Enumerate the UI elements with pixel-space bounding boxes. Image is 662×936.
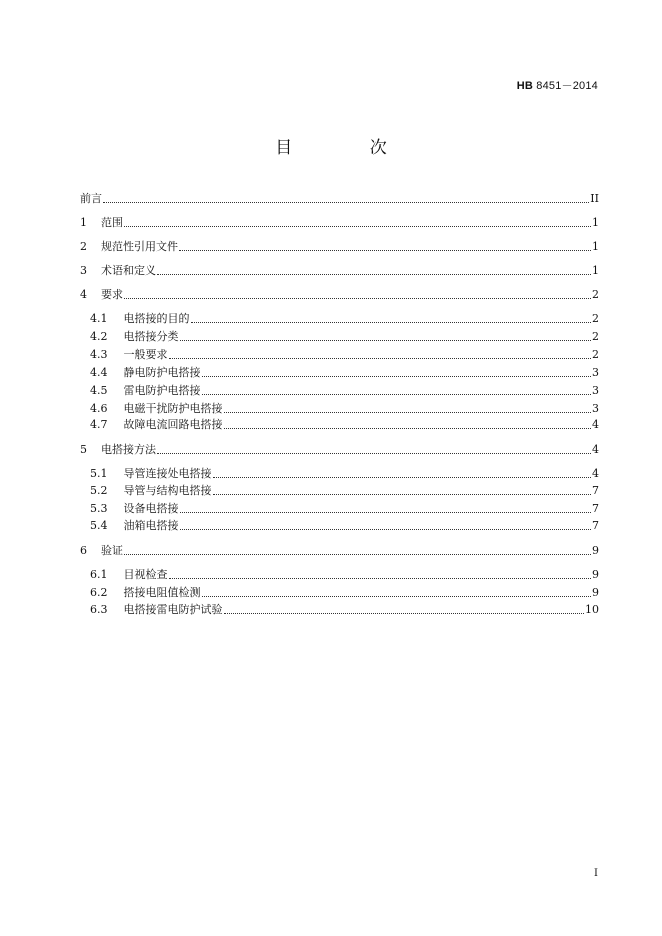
toc-entry-number: 5.1 <box>90 467 108 480</box>
toc-entry-page: 10 <box>585 603 599 616</box>
toc-entry-number: 6 <box>80 544 87 557</box>
toc-entry-label: 雷电防护电搭接 <box>123 384 201 397</box>
toc-entry-label: 电搭接雷电防护试验 <box>123 603 223 616</box>
toc-entry-4-5[interactable] <box>90 382 599 398</box>
toc-leader-dots <box>202 393 592 395</box>
toc-entry-page: 3 <box>592 366 599 379</box>
toc-leader-dots <box>169 577 592 579</box>
toc-entry-number: 5.4 <box>90 519 108 532</box>
toc-entry-label: 一般要求 <box>123 348 168 361</box>
toc-entry-label: 导管与结构电搭接 <box>123 484 212 497</box>
toc-entry-page: 9 <box>592 568 599 581</box>
toc-entry-page: 2 <box>592 288 599 301</box>
toc-entry-6-3[interactable] <box>90 601 599 617</box>
toc-title: 目 次 <box>275 138 423 158</box>
toc-entry-label: 术语和定义 <box>101 264 156 277</box>
toc-entry-page: 4 <box>592 443 599 456</box>
toc-entry-5-1[interactable] <box>90 465 599 481</box>
toc-entry-label: 规范性引用文件 <box>101 240 178 253</box>
toc-leader-dots <box>213 476 592 478</box>
toc-entry-label: 搭接电阻值检测 <box>123 586 201 599</box>
toc-leader-dots <box>179 249 591 251</box>
toc-entry-4-2[interactable] <box>90 328 599 344</box>
toc-entry-label: 电搭接的目的 <box>123 312 190 325</box>
toc-entry-5-2[interactable] <box>90 482 599 498</box>
toc-leader-dots <box>124 297 591 299</box>
toc-entry-4-3[interactable] <box>90 346 599 362</box>
toc-entry-page: 3 <box>592 384 599 397</box>
toc-entry-label: 故障电流回路电搭接 <box>123 418 223 431</box>
document-code <box>517 77 598 93</box>
toc-entry-label: 前言 <box>80 192 102 205</box>
toc-entry-number: 4.4 <box>90 366 108 379</box>
toc-entry-label: 静电防护电搭接 <box>123 366 201 379</box>
toc-entry-label: 导管连接处电搭接 <box>123 467 212 480</box>
toc-entry-number: 3 <box>80 264 87 277</box>
toc-entry-4-7[interactable] <box>90 416 599 432</box>
toc-entry-5-3[interactable] <box>90 500 599 516</box>
toc-entry-number: 4 <box>80 288 87 301</box>
toc-entry-2[interactable] <box>80 238 599 254</box>
toc-entry-number: 4.5 <box>90 384 108 397</box>
toc-entry-number: 6.3 <box>90 603 108 616</box>
toc-entry-label: 电磁干扰防护电搭接 <box>123 402 223 415</box>
toc-entry-number: 4.1 <box>90 312 108 325</box>
toc-entry-4-6[interactable] <box>90 400 599 416</box>
toc-entry-label: 电搭接分类 <box>123 330 179 343</box>
toc-entry-page: 4 <box>592 467 599 480</box>
toc-entry-page: 2 <box>592 330 599 343</box>
toc-entry-number: 1 <box>80 216 87 229</box>
toc-entry-page: 7 <box>592 484 599 497</box>
toc-entry-6-2[interactable] <box>90 584 599 600</box>
toc-entry-4[interactable] <box>80 286 599 302</box>
toc-entry-page: 1 <box>592 240 599 253</box>
toc-entry-number: 6.1 <box>90 568 108 581</box>
toc-leader-dots <box>202 595 592 597</box>
toc-leader-dots <box>191 321 592 323</box>
toc-leader-dots <box>169 357 592 359</box>
document-code-prefix: HB <box>516 80 533 92</box>
toc-entry-number: 2 <box>80 240 87 253</box>
toc-leader-dots <box>180 511 592 513</box>
toc-leader-dots <box>224 427 592 429</box>
toc-entry-label: 电搭接方法 <box>101 443 156 456</box>
document-code-number: 8451－2014 <box>536 80 598 92</box>
toc-entry-number: 5.3 <box>90 502 108 515</box>
toc-entry-4-1[interactable] <box>90 310 599 326</box>
page-number: I <box>594 868 598 879</box>
toc-entry-page: 9 <box>592 586 599 599</box>
toc-entry-5[interactable] <box>80 441 599 457</box>
toc-leader-dots <box>157 273 591 275</box>
toc-entry-page: 2 <box>592 348 599 361</box>
toc-leader-dots <box>224 612 585 614</box>
toc-leader-dots <box>157 452 591 454</box>
toc-entry-label: 油箱电搭接 <box>123 519 179 532</box>
toc-entry-page: 3 <box>592 402 599 415</box>
toc-entry-5-4[interactable] <box>90 517 599 533</box>
toc-entry-number: 5.2 <box>90 484 108 497</box>
toc-leader-dots <box>202 375 592 377</box>
toc-entry-6-1[interactable] <box>90 566 599 582</box>
toc-entry-number: 4.6 <box>90 402 108 415</box>
toc-entry-label: 范围 <box>101 216 123 229</box>
toc-leader-dots <box>124 225 591 227</box>
toc-leader-dots <box>180 339 592 341</box>
toc-entry-page: II <box>590 192 599 205</box>
toc-entry-page: 2 <box>592 312 599 325</box>
toc-entry-page: 7 <box>592 519 599 532</box>
toc-entry-page: 1 <box>592 264 599 277</box>
toc-leader-dots <box>224 411 592 413</box>
toc-entry-number: 4.3 <box>90 348 108 361</box>
toc-entry-label: 目视检查 <box>123 568 168 581</box>
toc-entry-4-4[interactable] <box>90 364 599 380</box>
toc-entry-number: 4.7 <box>90 418 108 431</box>
toc-entry-6[interactable] <box>80 542 599 558</box>
toc-entry-number: 4.2 <box>90 330 108 343</box>
toc-leader-dots <box>103 201 589 203</box>
toc-entry-3[interactable] <box>80 262 599 278</box>
toc-entry-label: 要求 <box>101 288 123 301</box>
toc-entry-page: 4 <box>592 418 599 431</box>
toc-leader-dots <box>213 493 592 495</box>
toc-entry-page: 7 <box>592 502 599 515</box>
toc-leader-dots <box>180 528 592 530</box>
toc-entry-preface[interactable] <box>80 190 599 206</box>
toc-entry-label: 设备电搭接 <box>123 502 179 515</box>
toc-entry-page: 9 <box>592 544 599 557</box>
toc-entry-number: 6.2 <box>90 586 108 599</box>
toc-entry-page: 1 <box>592 216 599 229</box>
toc-entry-label: 验证 <box>101 544 123 557</box>
toc-entry-number: 5 <box>80 443 87 456</box>
toc-leader-dots <box>124 553 591 555</box>
toc-entry-1[interactable] <box>80 214 599 230</box>
